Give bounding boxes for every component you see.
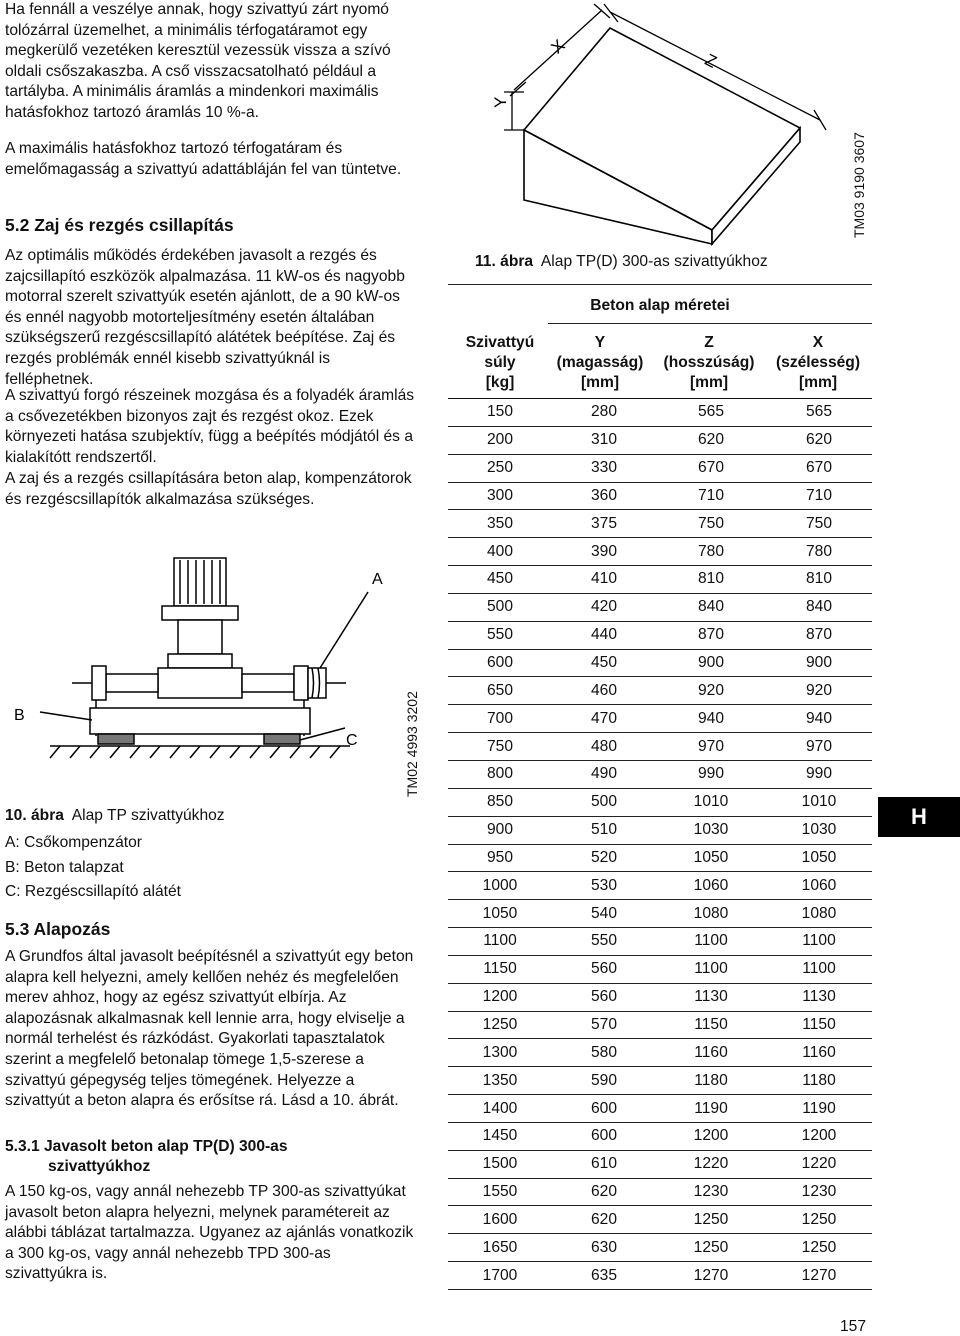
cell-length: 840 xyxy=(656,593,766,621)
cell-height: 630 xyxy=(552,1234,656,1262)
table-row xyxy=(448,1150,872,1178)
table-row xyxy=(448,566,872,594)
table-row xyxy=(448,788,872,816)
legend-item-a: A: Csőkompenzátor xyxy=(5,834,142,851)
foundation-size-table xyxy=(448,399,872,1290)
cell-height: 490 xyxy=(552,760,656,788)
table-row xyxy=(448,399,872,426)
cell-weight: 450 xyxy=(448,566,552,594)
cell-weight: 1400 xyxy=(448,1095,552,1123)
cell-width: 840 xyxy=(766,593,872,621)
cell-width: 870 xyxy=(766,621,872,649)
cell-height: 280 xyxy=(552,399,656,426)
cell-weight: 250 xyxy=(448,454,552,482)
figure-11-title: Alap TP(D) 300-as szivattyúkhoz xyxy=(540,253,768,270)
cell-weight: 1500 xyxy=(448,1150,552,1178)
cell-width: 1250 xyxy=(766,1206,872,1234)
table-top-rule xyxy=(448,284,872,285)
cell-length: 620 xyxy=(656,426,766,454)
motor-housing xyxy=(174,558,226,606)
cell-length: 565 xyxy=(656,399,766,426)
cell-weight: 1350 xyxy=(448,1067,552,1095)
cell-width: 670 xyxy=(766,454,872,482)
cell-weight: 1250 xyxy=(448,1011,552,1039)
cell-height: 620 xyxy=(552,1206,656,1234)
cell-width: 1200 xyxy=(766,1122,872,1150)
table-row xyxy=(448,983,872,1011)
table-row xyxy=(448,649,872,677)
cell-height: 600 xyxy=(552,1095,656,1123)
cell-length: 1250 xyxy=(656,1234,766,1262)
cell-height: 330 xyxy=(552,454,656,482)
cell-length: 940 xyxy=(656,705,766,733)
pump-base-figure xyxy=(0,540,440,810)
cell-width: 1080 xyxy=(766,900,872,928)
table-row xyxy=(448,510,872,538)
cell-weight: 1050 xyxy=(448,900,552,928)
section-5-2-heading: 5.2 Zaj és rezgés csillapítás xyxy=(5,215,234,235)
table-row xyxy=(448,621,872,649)
table-row xyxy=(448,816,872,844)
table-row xyxy=(448,733,872,761)
cell-length: 710 xyxy=(656,482,766,510)
cell-height: 440 xyxy=(552,621,656,649)
cell-width: 810 xyxy=(766,566,872,594)
cell-length: 1190 xyxy=(656,1095,766,1123)
cell-width: 620 xyxy=(766,426,872,454)
cell-width: 710 xyxy=(766,482,872,510)
cell-height: 375 xyxy=(552,510,656,538)
cell-width: 900 xyxy=(766,649,872,677)
motor-stool xyxy=(178,620,222,654)
cell-height: 635 xyxy=(552,1262,656,1290)
cell-width: 1230 xyxy=(766,1178,872,1206)
cell-height: 610 xyxy=(552,1150,656,1178)
table-row xyxy=(448,955,872,983)
dimension-label-z: Z xyxy=(701,50,720,72)
page-number: 157 xyxy=(840,1318,867,1335)
cell-length: 1230 xyxy=(656,1178,766,1206)
cell-height: 450 xyxy=(552,649,656,677)
legend-item-b: B: Beton talapzat xyxy=(5,859,124,876)
cell-weight: 900 xyxy=(448,816,552,844)
cell-length: 990 xyxy=(656,760,766,788)
cell-length: 1130 xyxy=(656,983,766,1011)
cell-weight: 1700 xyxy=(448,1262,552,1290)
cell-height: 530 xyxy=(552,872,656,900)
dimension-label-x: X xyxy=(547,35,569,58)
cell-length: 970 xyxy=(656,733,766,761)
figure-11-number: 11. ábra xyxy=(475,253,534,270)
cell-weight: 650 xyxy=(448,677,552,705)
cell-length: 1050 xyxy=(656,844,766,872)
table-row xyxy=(448,1095,872,1123)
cell-width: 1160 xyxy=(766,1039,872,1067)
cell-height: 510 xyxy=(552,816,656,844)
cell-weight: 1200 xyxy=(448,983,552,1011)
section-5-3-heading: 5.3 Alapozás xyxy=(5,919,111,939)
cell-height: 360 xyxy=(552,482,656,510)
cell-height: 310 xyxy=(552,426,656,454)
cell-weight: 950 xyxy=(448,844,552,872)
cell-length: 750 xyxy=(656,510,766,538)
cell-length: 1150 xyxy=(656,1011,766,1039)
cell-weight: 1650 xyxy=(448,1234,552,1262)
cell-width: 920 xyxy=(766,677,872,705)
cell-width: 565 xyxy=(766,399,872,426)
table-row xyxy=(448,426,872,454)
cell-height: 570 xyxy=(552,1011,656,1039)
section-5-2-paragraph-2: A szivattyú forgó részeinek mozgása és a folyadék áramlás a csővezetékben bizonyos zajt és rezgést okoz. Ezek környezeti hatása szubjektív, függ a beépítés módjától és a kialakítótt rendszertől. xyxy=(5,387,415,466)
compensator xyxy=(308,668,326,698)
cell-weight: 750 xyxy=(448,733,552,761)
cell-width: 970 xyxy=(766,733,872,761)
section-5-3-1-paragraph: A 150 kg-os, vagy annál nehezebb TP 300-as szivattyúkat javasolt beton alapra helyezni, melynek paramétereit az alábbi táblázat tartalmazza. Ugyanez az ajánlás vonatkozik a 300 kg-os, vagy annál nehezebb TPD 300-as szivattyúkra is. xyxy=(5,1183,414,1283)
figure-10-label-a: A xyxy=(372,571,383,588)
figure-10-number: 10. ábra xyxy=(5,807,64,824)
cell-weight: 300 xyxy=(448,482,552,510)
header-width: X (szélesség) [mm] xyxy=(775,334,861,391)
cell-length: 920 xyxy=(656,677,766,705)
figure-10-code: TM02 4993 3202 xyxy=(404,691,420,797)
table-row xyxy=(448,844,872,872)
cell-height: 590 xyxy=(552,1067,656,1095)
figure-10-title: Alap TP szivattyúkhoz xyxy=(71,807,225,824)
intro-paragraph-2: A maximális hatásfokhoz tartozó térfogatáram és emelőmagasság a szivattyú adattábláján fel van tüntetve. xyxy=(5,140,402,178)
section-5-2-paragraph-3: A zaj és a rezgés csillapítására beton alap, kompenzátorok és rezgéscsillapítók alkalmazása szükséges. xyxy=(5,470,412,508)
cell-height: 560 xyxy=(552,955,656,983)
cell-height: 520 xyxy=(552,844,656,872)
cell-weight: 350 xyxy=(448,510,552,538)
cell-width: 1190 xyxy=(766,1095,872,1123)
cell-height: 550 xyxy=(552,928,656,956)
cell-length: 670 xyxy=(656,454,766,482)
cell-weight: 1000 xyxy=(448,872,552,900)
cell-weight: 500 xyxy=(448,593,552,621)
table-row xyxy=(448,900,872,928)
cell-width: 1150 xyxy=(766,1011,872,1039)
cell-weight: 400 xyxy=(448,538,552,566)
dimension-label-y: Y xyxy=(491,96,510,108)
cell-height: 420 xyxy=(552,593,656,621)
cell-weight: 1100 xyxy=(448,928,552,956)
cell-weight: 1600 xyxy=(448,1206,552,1234)
cell-width: 1220 xyxy=(766,1150,872,1178)
cell-length: 1100 xyxy=(656,955,766,983)
cell-length: 1160 xyxy=(656,1039,766,1067)
cell-height: 540 xyxy=(552,900,656,928)
pump-housing xyxy=(158,668,242,698)
cell-width: 1030 xyxy=(766,816,872,844)
cell-length: 1080 xyxy=(656,900,766,928)
cell-length: 1100 xyxy=(656,928,766,956)
table-row xyxy=(448,1122,872,1150)
cell-length: 1250 xyxy=(656,1206,766,1234)
cell-width: 1060 xyxy=(766,872,872,900)
cell-height: 470 xyxy=(552,705,656,733)
figure-10-caption xyxy=(5,806,225,826)
cell-length: 810 xyxy=(656,566,766,594)
cell-width: 940 xyxy=(766,705,872,733)
cell-width: 1100 xyxy=(766,928,872,956)
table-row xyxy=(448,1234,872,1262)
cell-width: 1050 xyxy=(766,844,872,872)
cell-weight: 150 xyxy=(448,399,552,426)
cell-weight: 550 xyxy=(448,621,552,649)
cell-height: 620 xyxy=(552,1178,656,1206)
cell-width: 1180 xyxy=(766,1067,872,1095)
cell-height: 580 xyxy=(552,1039,656,1067)
figure-10-label-b: B xyxy=(14,707,25,724)
cell-weight: 1150 xyxy=(448,955,552,983)
cell-length: 1220 xyxy=(656,1150,766,1178)
cell-length: 1010 xyxy=(656,788,766,816)
table-title-rule xyxy=(548,323,872,324)
cell-width: 1100 xyxy=(766,955,872,983)
cell-length: 1030 xyxy=(656,816,766,844)
cell-weight: 1550 xyxy=(448,1178,552,1206)
cell-height: 480 xyxy=(552,733,656,761)
cell-weight: 1450 xyxy=(448,1122,552,1150)
cell-length: 900 xyxy=(656,649,766,677)
table-row xyxy=(448,1262,872,1290)
section-5-3-paragraph: A Grundfos által javasolt beépítésnél a szivattyút egy beton alapra kell helyezni, amely kellően nehéz és megfelelően merev ahhoz, hogy az egész szivattyút elbírja. Az alapozásnak alkalmasnak kell lennie arra, hogy elviselje a normál terhelést és rázkódást. Gyakorlati tapasztalatok szerint a megfelelő betonalap tömege 1,5-szerese a szivattyú gépegység teljes tömegének. Helyezze a szivattyút a beton alapra és erősítse rá. Lásd a 10. ábrát. xyxy=(5,948,414,1110)
table-row xyxy=(448,454,872,482)
cell-width: 780 xyxy=(766,538,872,566)
cell-width: 1270 xyxy=(766,1262,872,1290)
cell-length: 780 xyxy=(656,538,766,566)
intro-paragraph-1: Ha fennáll a veszélye annak, hogy szivattyú zárt nyomó tolózárral üzemelhet, a minimális térfogatáramot egy megkerülő vezetéken keresztül vezessük vissza a szívó oldali csőszakaszba. A cső visszacsatolható például a tartályba. A minimális áramlás a mindenkori maximális hatásfokhoz tartozó áramlás 10 %-a. xyxy=(5,1,391,121)
table-row xyxy=(448,928,872,956)
cell-width: 990 xyxy=(766,760,872,788)
section-5-2-paragraph-1: Az optimális működés érdekében javasolt a rezgés és zajcsillapító eszközök alpalmazása. 11 kW-os és nagyobb motorral szerelt szivattyúk esetén ajánlott, de a 90 kW-os és ennél nagyobb motorteljesítmény esetén általában szükségszerű rezgéscsillapító alátétek beépítése. Zaj és rezgés problémák ennél kisebb szivattyúknál is felléphetnek. xyxy=(5,247,405,388)
cell-height: 410 xyxy=(552,566,656,594)
cell-height: 390 xyxy=(552,538,656,566)
cell-weight: 850 xyxy=(448,788,552,816)
figure-10-label-c: C xyxy=(346,732,358,749)
table-row xyxy=(448,1178,872,1206)
language-section-tab: H xyxy=(878,797,960,837)
table-title: Beton alap méretei xyxy=(590,297,730,314)
cell-weight: 1300 xyxy=(448,1039,552,1067)
legend-item-c: C: Rezgéscsillapító alátét xyxy=(5,883,181,900)
cell-weight: 600 xyxy=(448,649,552,677)
header-height: Y (magasság) [mm] xyxy=(556,334,644,391)
cell-weight: 700 xyxy=(448,705,552,733)
concrete-base xyxy=(90,708,310,734)
cell-height: 460 xyxy=(552,677,656,705)
cell-width: 1010 xyxy=(766,788,872,816)
table-row xyxy=(448,677,872,705)
cell-width: 750 xyxy=(766,510,872,538)
table-row xyxy=(448,1039,872,1067)
header-weight: Szivattyú súly [kg] xyxy=(465,334,535,391)
table-row xyxy=(448,593,872,621)
header-length: Z (hosszúság) [mm] xyxy=(663,334,755,391)
cell-weight: 800 xyxy=(448,760,552,788)
cell-height: 500 xyxy=(552,788,656,816)
cell-height: 600 xyxy=(552,1122,656,1150)
cell-length: 1270 xyxy=(656,1262,766,1290)
table-row xyxy=(448,872,872,900)
cell-length: 1200 xyxy=(656,1122,766,1150)
table-row xyxy=(448,705,872,733)
figure-11-code: TM03 9190 3607 xyxy=(851,132,867,238)
figure-11-caption xyxy=(475,252,768,272)
cell-width: 1130 xyxy=(766,983,872,1011)
table-row xyxy=(448,538,872,566)
table-row xyxy=(448,760,872,788)
table-row xyxy=(448,482,872,510)
cell-length: 1180 xyxy=(656,1067,766,1095)
cell-weight: 200 xyxy=(448,426,552,454)
table-row xyxy=(448,1206,872,1234)
table-row xyxy=(448,1011,872,1039)
cell-width: 1250 xyxy=(766,1234,872,1262)
table-row xyxy=(448,1067,872,1095)
cell-length: 870 xyxy=(656,621,766,649)
cell-length: 1060 xyxy=(656,872,766,900)
cell-height: 560 xyxy=(552,983,656,1011)
section-5-3-1-heading: 5.3.1 Javasolt beton alap TP(D) 300-as szivattyúkhoz xyxy=(5,1138,288,1175)
concrete-block-figure xyxy=(470,0,860,250)
